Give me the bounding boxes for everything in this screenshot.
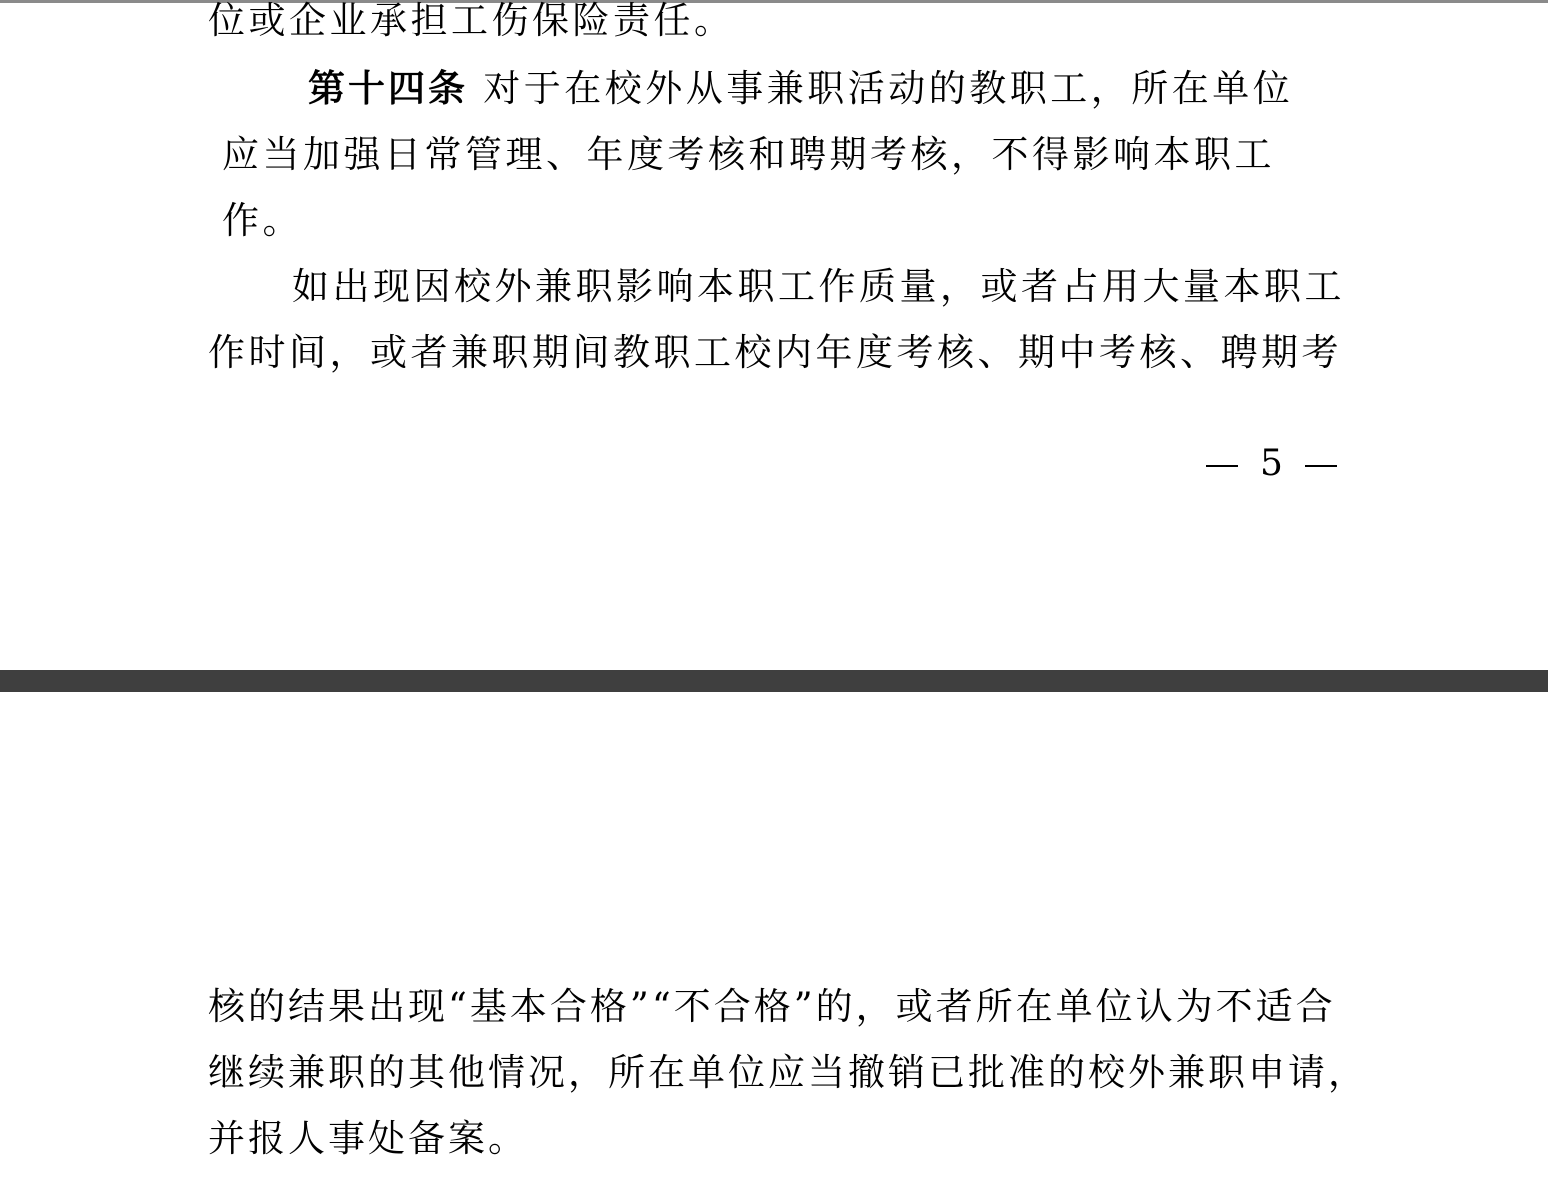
page-number bbox=[1206, 442, 1337, 486]
text-line: 作时间，或者兼职期间教职工校内年度考核、期中考核、聘期考 bbox=[208, 331, 1342, 374]
page-number-dash-right bbox=[1305, 465, 1337, 467]
text-line: 作。 bbox=[222, 199, 303, 242]
page-number-dash-left bbox=[1206, 465, 1238, 467]
text-line: 核的结果出现“基本合格”“不合格”的，或者所在单位认为不适合 bbox=[208, 985, 1336, 1028]
text-line: 并报人事处备案。 bbox=[208, 1117, 528, 1160]
article-heading: 第十四条 bbox=[308, 67, 468, 110]
article-14-first-line bbox=[308, 66, 1293, 112]
page-separator bbox=[0, 670, 1548, 692]
text-line: 如出现因校外兼职影响本职工作质量，或者占用大量本职工 bbox=[292, 265, 1345, 308]
page-number-value: 5 bbox=[1260, 443, 1283, 484]
text-line: 应当加强日常管理、年度考核和聘期考核，不得影响本职工 bbox=[222, 133, 1275, 176]
article-text: 对于在校外从事兼职活动的教职工，所在单位 bbox=[483, 67, 1294, 110]
text-line: 位或企业承担工伤保险责任。 bbox=[208, 0, 735, 42]
text-line: 继续兼职的其他情况，所在单位应当撤销已批准的校外兼职申请， bbox=[208, 1051, 1368, 1094]
